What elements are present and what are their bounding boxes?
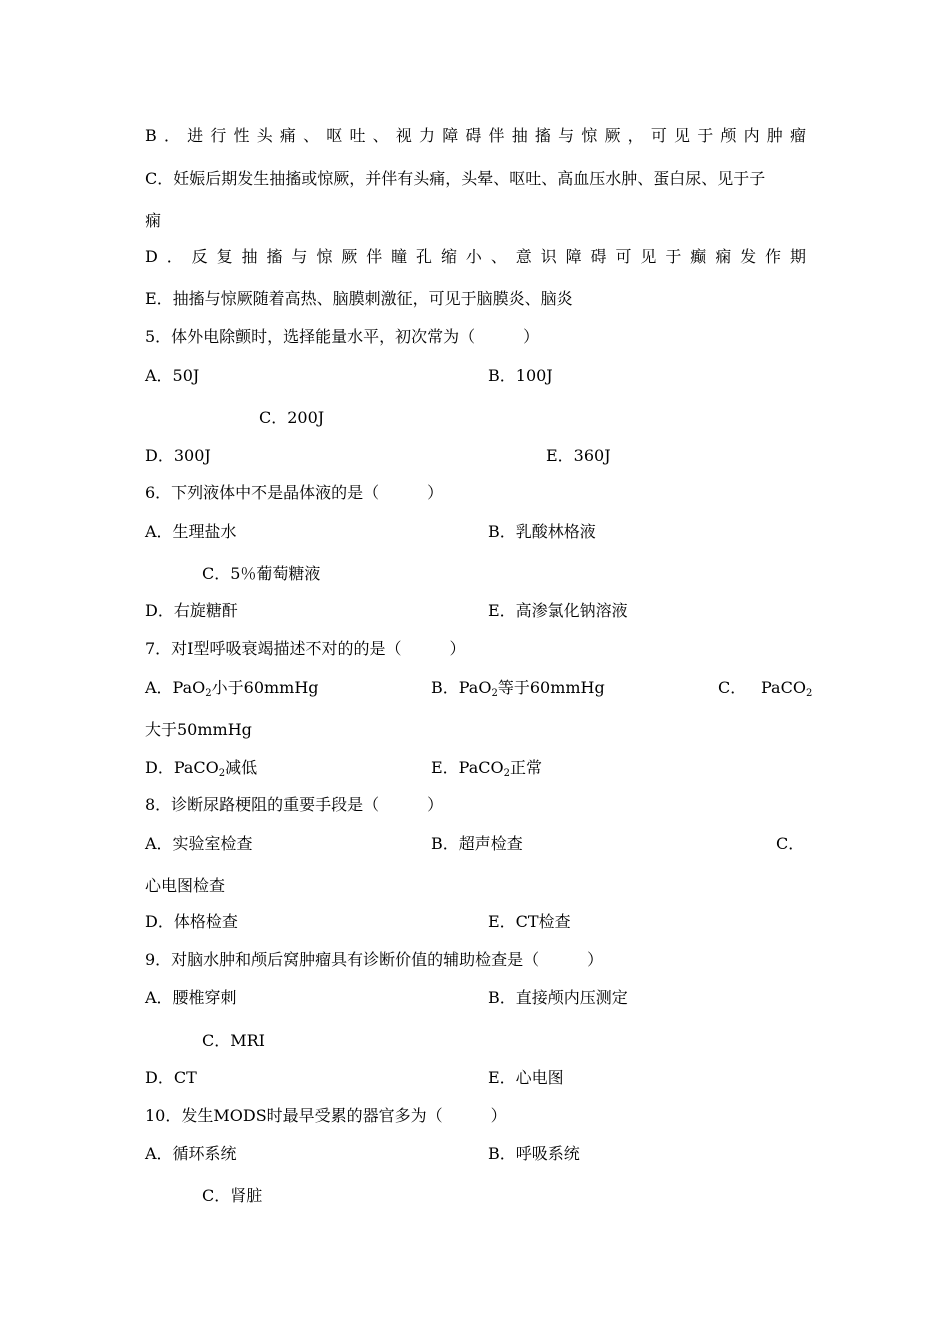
q7-option-c-continued: 大于50mmHg: [145, 720, 252, 739]
q9-option-c: C．MRI: [202, 1031, 265, 1050]
q5-option-e: E．360J: [546, 446, 611, 465]
q5-stem: 5．体外电除颤时，选择能量水平，初次常为（ ）: [145, 327, 540, 346]
q10-option-c: C．肾脏: [202, 1186, 263, 1205]
q7-option-a: A．PaO$_2$小于60mmHg: [145, 678, 319, 699]
q6-option-c: C．5％葡萄糖液: [202, 564, 321, 583]
q6-option-b: B．乳酸林格液: [488, 522, 596, 541]
q10-option-b: B．呼吸系统: [488, 1144, 580, 1163]
q8-option-c-label: C．: [776, 834, 805, 853]
q7-option-e: E．PaCO$_2$正常: [431, 758, 543, 779]
q7-stem: 7．对Ⅰ型呼吸衰竭描述不对的的是（ ）: [145, 639, 466, 658]
q10-option-a: A．循环系统: [145, 1144, 237, 1163]
q7-option-d: D．PaCO$_2$减低: [145, 758, 258, 779]
q5-option-c: C．200J: [259, 408, 325, 427]
q7-option-c-label: C．: [718, 678, 747, 697]
q6-stem: 6．下列液体中不是晶体液的是（ ）: [145, 483, 444, 502]
q4-option-d: D．反复抽搐与惊厥伴瞳孔缩小、意识障碍可见于癫痫发作期: [145, 247, 806, 266]
q5-option-d: D．300J: [145, 446, 211, 465]
q9-option-d: D．CT: [145, 1068, 197, 1087]
q4-option-e: E．抽搐与惊厥随着高热、脑膜刺激征，可见于脑膜炎、脑炎: [145, 289, 573, 308]
q5-option-a: A．50J: [145, 366, 200, 385]
q7-option-c: PaCO$_2$: [761, 678, 813, 699]
q8-option-c-continued: 心电图检查: [145, 876, 226, 895]
q9-option-a: A．腰椎穿刺: [145, 988, 237, 1007]
q6-option-e: E．高渗氯化钠溶液: [488, 601, 628, 620]
q4-option-c-continued: 痫: [145, 211, 162, 230]
q4-option-b: B．进行性头痛、呕吐、视力障碍伴抽搐与惊厥，可见于颅内肿瘤: [145, 126, 806, 145]
q8-stem: 8．诊断尿路梗阻的重要手段是（ ）: [145, 795, 444, 814]
q9-stem: 9．对脑水肿和颅后窝肿瘤具有诊断价值的辅助检查是（ ）: [145, 950, 604, 969]
q9-option-e: E．心电图: [488, 1068, 564, 1087]
q8-option-e: E．CT检查: [488, 912, 571, 931]
q8-option-b: B．超声检查: [431, 834, 523, 853]
q10-stem: 10．发生MODS时最早受累的器官多为（ ）: [145, 1106, 507, 1125]
q8-option-a: A．实验室检查: [145, 834, 253, 853]
q8-option-d: D．体格检查: [145, 912, 238, 931]
q6-option-a: A．生理盐水: [145, 522, 237, 541]
q4-option-c: C．妊娠后期发生抽搐或惊厥，并伴有头痛，头晕、呕吐、高血压水肿、蛋白尿、见于子: [145, 169, 766, 188]
q9-option-b: B．直接颅内压测定: [488, 988, 628, 1007]
q7-option-b: B．PaO$_2$等于60mmHg: [431, 678, 605, 699]
q5-option-b: B．100J: [488, 366, 553, 385]
q6-option-d: D．右旋糖酐: [145, 601, 238, 620]
